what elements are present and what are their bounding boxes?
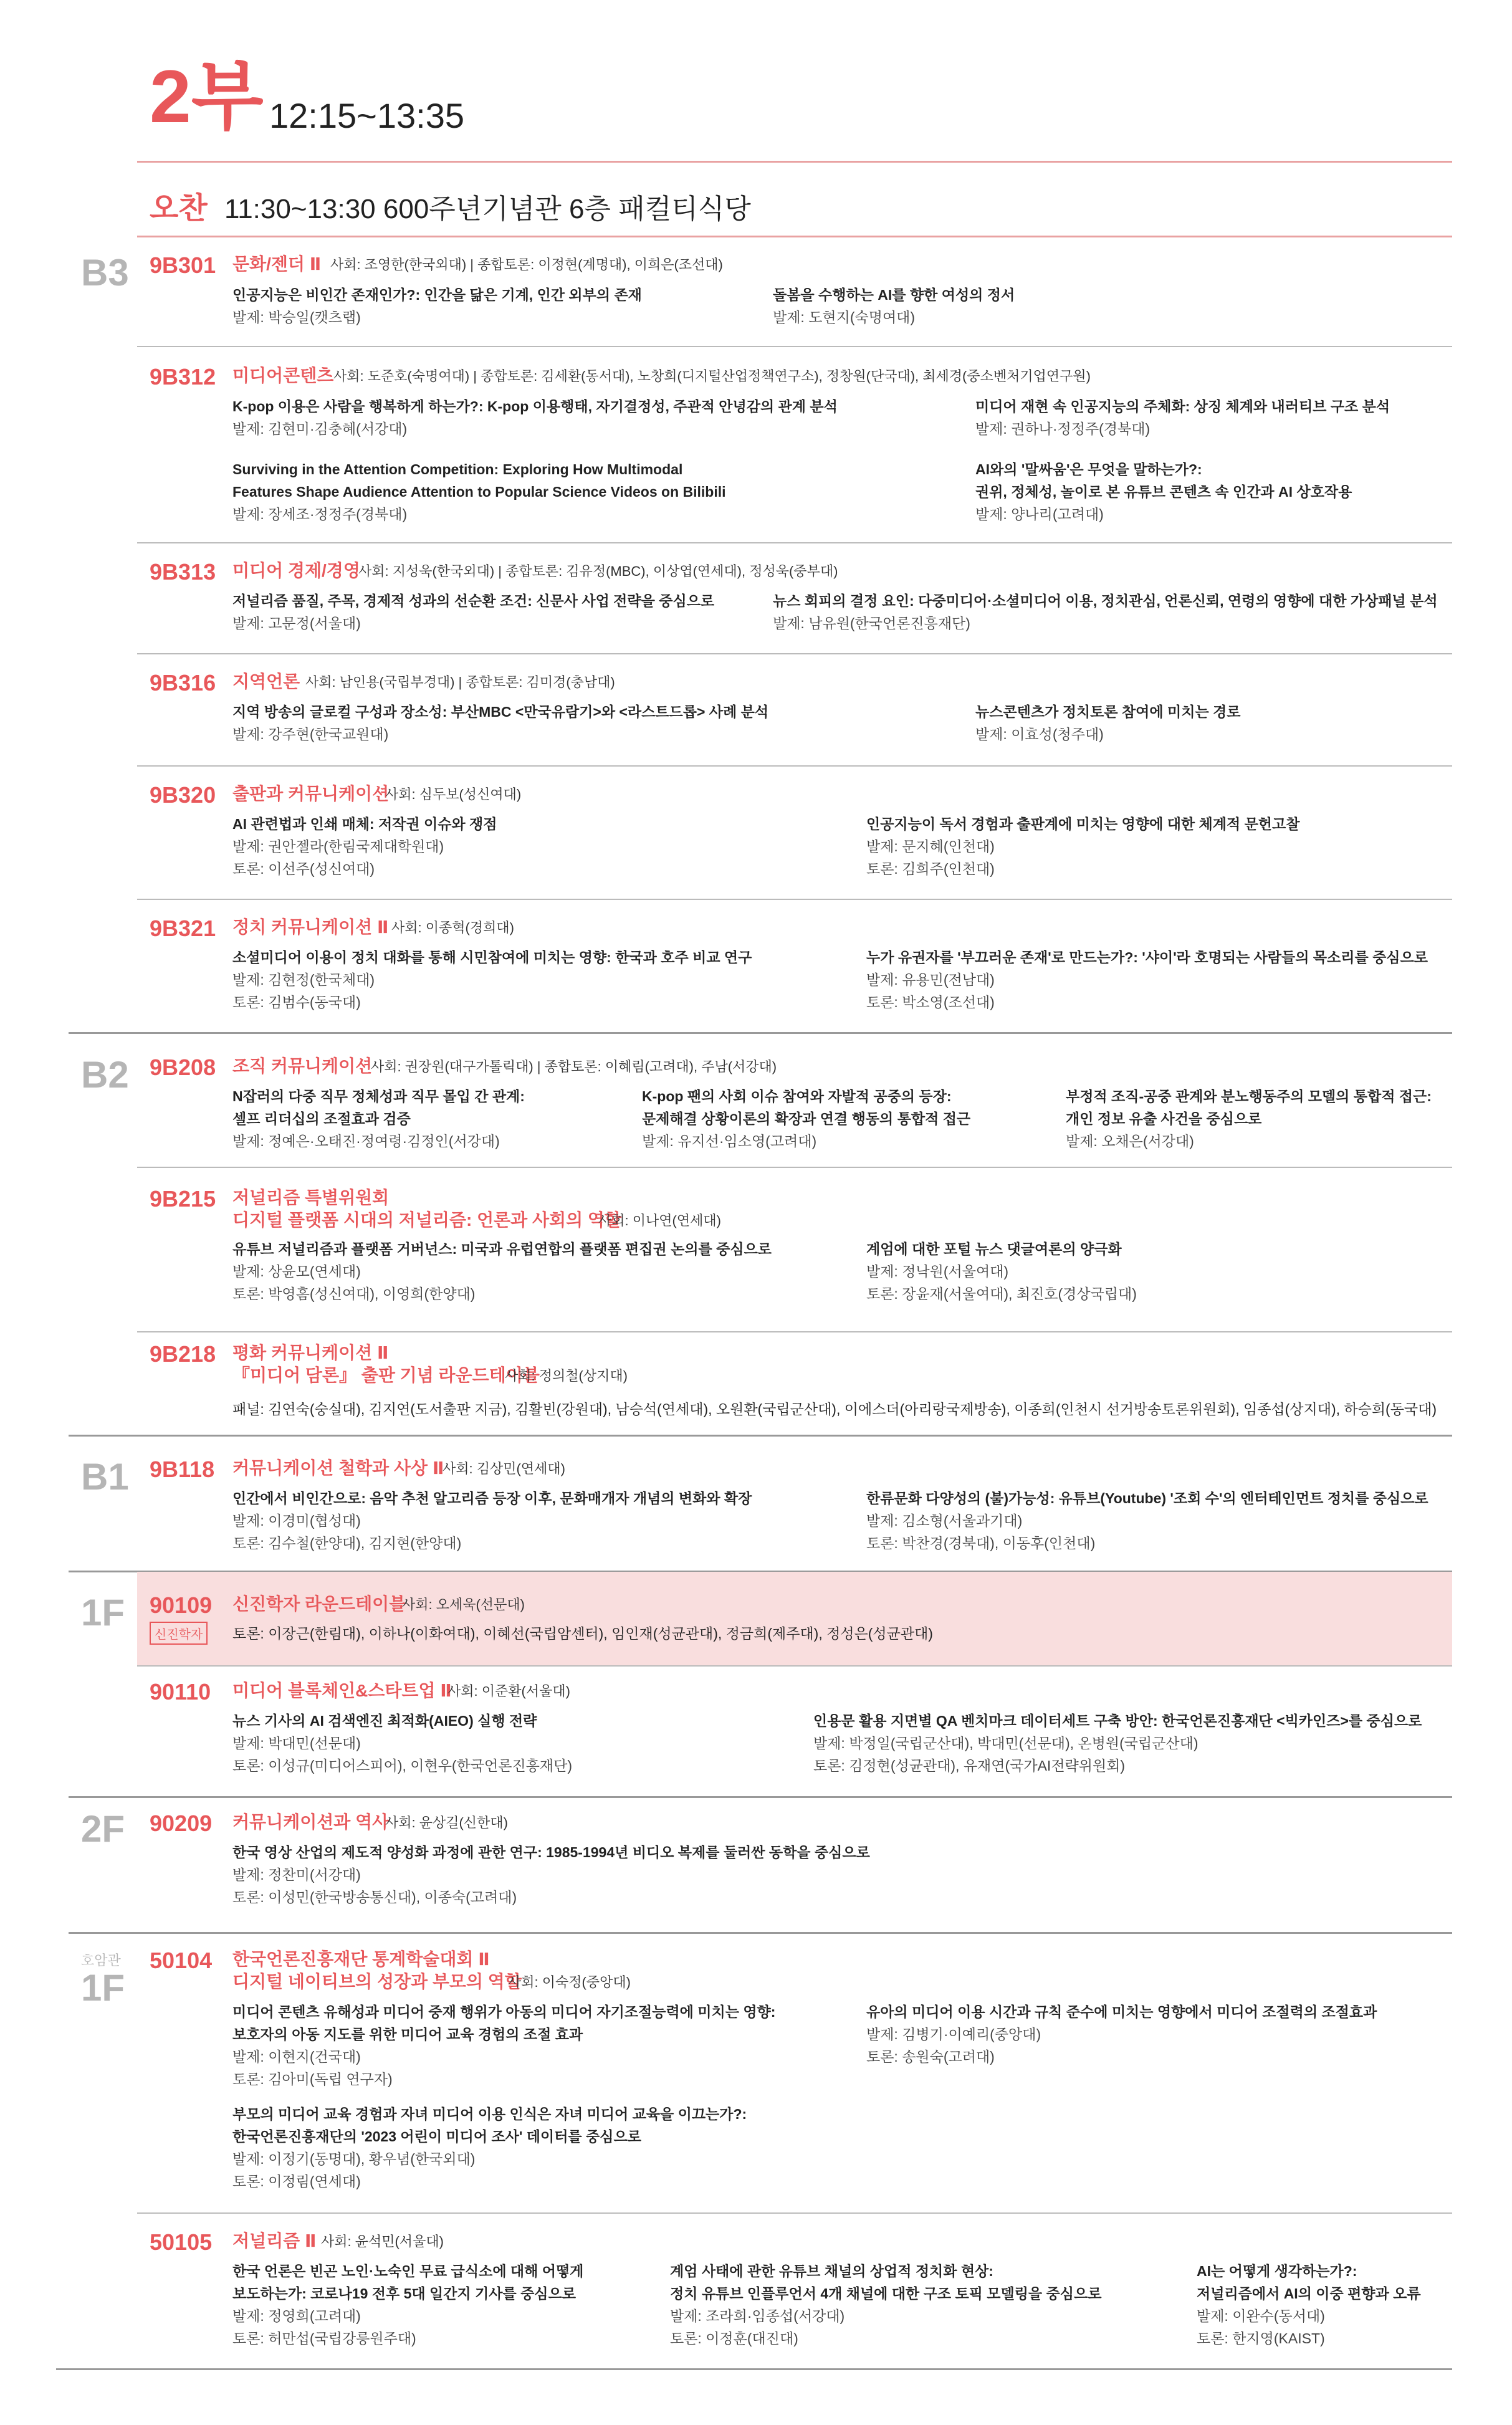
paper-item	[232, 1085, 525, 1152]
paper-title: N잡러의 다중 직무 정체성과 직무 몰입 간 관계:	[232, 1088, 525, 1104]
paper-item	[670, 2260, 1101, 2350]
session-chair: 사회: 윤석민(서울대)	[321, 2234, 444, 2249]
session-title: 저널리즘 Ⅱ	[232, 2231, 317, 2250]
floor-label-b2: B2	[81, 1054, 129, 1096]
session-title: 저널리즘 특별위원회	[232, 1188, 390, 1207]
session-title: 지역언론	[232, 672, 300, 691]
paper-title: 인용문 활용 지면별 QA 벤치마크 데이터세트 구축 방안: 한국언론진흥재단 <빅카인즈>를 중심으로	[813, 1713, 1422, 1729]
divider	[137, 236, 1452, 237]
paper-item	[866, 813, 1299, 880]
presenter: 발제: 정찬미(서강대)	[232, 1867, 361, 1883]
paper-title: 저널리즘 품질, 주목, 경제적 성과의 선순환 조건: 신문사 사업 전략을 중심으로	[232, 593, 715, 609]
paper-title: 한류문화 다양성의 (불)가능성: 유튜브(Youtube) '조회 수'의 엔터테인먼트 정치를 중심으로	[866, 1490, 1428, 1506]
floor-label-1f: 1F	[81, 1592, 125, 1633]
presenter: 발제: 상윤모(연세대)	[232, 1263, 361, 1279]
room-number: 9B313	[150, 559, 216, 585]
paper-title-line2: 한국언론진흥재단의 '2023 어린이 미디어 조사' 데이터를 중심으로	[232, 2128, 641, 2145]
paper-title-line2: Features Shape Audience Attention to Popular Science Videos on Bilibili	[232, 484, 726, 500]
divider	[137, 161, 1452, 163]
paper-item	[232, 2103, 747, 2193]
session-chair: 사회: 도준호(숙명여대) | 종합토론: 김세환(동서대), 노창희(디지털산업정책연구소), 정창원(단국대), 최세경(중소벤처기업연구원)	[333, 368, 1091, 384]
discussant: 토론: 김희주(인천대)	[866, 861, 995, 877]
paper-item	[975, 701, 1241, 745]
panel-list: 패널: 김연숙(숭실대), 김지연(도서출판 지금), 김활빈(강원대), 남승석(연세대), 오원환(국립군산대), 이에스더(아리랑국제방송), 이종희(인천시 선거방송토론위원회), 임종섭(상지대), 하승희(동국대)	[232, 1401, 1437, 1417]
paper-title-line2: 저널리즘에서 AI의 이중 편향과 오류	[1197, 2285, 1421, 2302]
discussant: 토론: 이정림(연세대)	[232, 2173, 361, 2189]
lunch-info: 11:30~13:30 600주년기념관 6층 패컬티식당	[224, 194, 751, 224]
floor-label-annex-1f: 1F	[81, 1967, 125, 2009]
divider	[137, 1665, 1452, 1667]
session-chair: 사회: 이종혁(경희대)	[391, 920, 514, 935]
presenter: 발제: 정낙원(서울여대)	[866, 1263, 1009, 1279]
presenter: 발제: 문지혜(인천대)	[866, 838, 995, 854]
paper-title: AI 관련법과 인쇄 매체: 저작권 이슈와 쟁점	[232, 816, 497, 832]
presenter: 발제: 유지선·임소영(고려대)	[642, 1133, 817, 1149]
discussant: 토론: 송원숙(고려대)	[866, 2049, 995, 2065]
paper-item	[232, 284, 642, 328]
paper-title-line2: 보호자의 아동 지도를 위한 미디어 교육 경험의 조절 효과	[232, 2026, 583, 2042]
session-title: 미디어콘텐츠	[232, 366, 334, 385]
divider	[69, 1032, 1452, 1034]
divider	[69, 1932, 1452, 1934]
paper-title-line2: 보도하는가: 코로나19 전후 5대 일간지 기사를 중심으로	[232, 2285, 576, 2302]
room-number: 9B316	[150, 670, 216, 696]
presenter: 발제: 이정기(동명대), 황우념(한국외대)	[232, 2151, 476, 2167]
presenter: 발제: 박정일(국립군산대), 박대민(선문대), 온병원(국립군산대)	[813, 1735, 1199, 1751]
part-title: 2부	[150, 55, 264, 138]
discussant: 토론: 김아미(독립 연구자)	[232, 2071, 393, 2087]
paper-item	[975, 458, 1352, 525]
paper-item	[232, 1487, 752, 1554]
session-subtitle: 디지털 플랫폼 시대의 저널리즘: 언론과 사회의 역할	[232, 1210, 622, 1230]
divider	[137, 542, 1452, 543]
discussant: 토론: 박찬경(경북대), 이동후(인천대)	[866, 1535, 1096, 1551]
presenter: 발제: 조라희·임종섭(서강대)	[670, 2308, 845, 2324]
divider	[137, 765, 1452, 767]
session-title: 평화 커뮤니케이션 Ⅱ	[232, 1343, 389, 1362]
presenter: 발제: 도현지(숙명여대)	[773, 309, 916, 325]
divider	[137, 2212, 1452, 2214]
paper-title: 유아의 미디어 이용 시간과 규칙 준수에 미치는 영향에서 미디어 조절력의 조절효과	[866, 2004, 1377, 2020]
paper-title: Surviving in the Attention Competition: Exploring How Multimodal	[232, 461, 683, 477]
divider	[137, 1167, 1452, 1168]
presenter: 발제: 김현정(한국체대)	[232, 972, 375, 988]
session-chair: 사회: 조영한(한국외대) | 종합토론: 이정현(계명대), 이희은(조선대)	[330, 257, 723, 272]
paper-title: 뉴스 회피의 결정 요인: 다중미디어·소셜미디어 이용, 정치관심, 언론신뢰, 연령의 영향에 대한 가상패널 분석	[773, 593, 1438, 609]
paper-item	[1197, 2260, 1421, 2350]
paper-item	[232, 395, 838, 440]
presenter: 발제: 권안젤라(한림국제대학원대)	[232, 838, 444, 854]
session-subtitle: 『미디어 담론』 출판 기념 라운드테이블	[232, 1366, 540, 1385]
discussant: 토론: 박소영(조선대)	[866, 994, 995, 1010]
part-time: 12:15~13:35	[269, 96, 464, 135]
session-chair: 사회: 이나연(연세대)	[598, 1213, 721, 1228]
floor-label-b1: B1	[81, 1456, 129, 1498]
session-chair: 사회: 이준환(서울대)	[447, 1683, 570, 1699]
discussant: 토론: 장윤재(서울여대), 최진호(경상국립대)	[866, 1286, 1137, 1302]
session-title: 정치 커뮤니케이션 Ⅱ	[232, 917, 389, 937]
room-number: 9B320	[150, 782, 216, 808]
discussant: 토론: 허만섭(국립강릉원주대)	[232, 2330, 416, 2346]
floor-label-2f: 2F	[81, 1808, 125, 1850]
paper-title: 계엄에 대한 포털 뉴스 댓글여론의 양극화	[866, 1241, 1122, 1257]
divider	[69, 1796, 1452, 1798]
divider	[137, 346, 1452, 347]
discussant: 토론: 이정훈(대진대)	[670, 2330, 798, 2346]
discussant: 토론: 이성민(한국방송통신대), 이종숙(고려대)	[232, 1889, 517, 1905]
paper-title: 부모의 미디어 교육 경험과 자녀 미디어 이용 인식은 자녀 미디어 교육을 이끄는가?:	[232, 2106, 747, 2122]
presenter: 발제: 유용민(전남대)	[866, 972, 995, 988]
session-chair: 사회: 지성욱(한국외대) | 종합토론: 김유정(MBC), 이상엽(연세대), 정성욱(중부대)	[358, 563, 838, 579]
divider	[137, 1331, 1452, 1332]
room-number: 90209	[150, 1810, 213, 1836]
session-title: 미디어 블록체인&스타트업 Ⅱ	[232, 1681, 452, 1700]
paper-title: K-pop 이용은 사람을 행복하게 하는가?: K-pop 이용행태, 자기결정성, 주관적 안녕감의 관계 분석	[232, 398, 838, 414]
paper-title: 계엄 사태에 관한 유튜브 채널의 상업적 정치화 현상:	[670, 2263, 993, 2279]
paper-item	[773, 284, 1015, 328]
divider	[137, 653, 1452, 654]
session-title: 신진학자 라운드테이블	[232, 1594, 406, 1614]
room-number: 9B301	[150, 252, 216, 278]
paper-item	[866, 2001, 1377, 2068]
presenter: 발제: 박승일(캣츠랩)	[232, 309, 361, 325]
session-title: 미디어 경제/경영	[232, 561, 360, 580]
session-chair: 사회: 심두보(성신여대)	[385, 787, 522, 802]
paper-item	[232, 701, 768, 745]
discussant: 토론: 한지영(KAIST)	[1197, 2330, 1325, 2346]
paper-title: AI는 어떻게 생각하는가?:	[1197, 2263, 1357, 2279]
paper-title: 미디어 재현 속 인공지능의 주체화: 상징 체계와 내러티브 구조 분석	[975, 398, 1390, 414]
paper-item	[232, 1710, 572, 1777]
session-chair: 사회: 윤상길(신한대)	[385, 1815, 508, 1830]
presenter: 발제: 이완수(동서대)	[1197, 2308, 1325, 2324]
session-chair: 사회: 이숙정(중앙대)	[508, 1974, 631, 1990]
paper-title: 인간에서 비인간으로: 음악 추천 알고리즘 등장 이후, 문화매개자 개념의 변화와 확장	[232, 1490, 752, 1506]
session-title: 한국언론진흥재단 통계학술대회 Ⅱ	[232, 1949, 490, 1969]
paper-item	[866, 1238, 1137, 1305]
presenter: 발제: 강주현(한국교원대)	[232, 726, 389, 742]
presenter: 발제: 양나리(고려대)	[975, 506, 1104, 522]
paper-title: 지역 방송의 글로컬 구성과 장소성: 부산MBC <만국유람기>와 <라스트드롭> 사례 분석	[232, 704, 769, 720]
paper-title-line2: 개인 정보 유출 사건을 중심으로	[1066, 1111, 1262, 1127]
session-title: 조직 커뮤니케이션	[232, 1056, 373, 1076]
divider	[69, 1435, 1452, 1437]
discussant: 토론: 이선주(성신여대)	[232, 861, 375, 877]
room-number: 9B312	[150, 364, 216, 390]
new-scholar-tag: 신진학자	[150, 1622, 208, 1645]
paper-title: 부정적 조직-공중 관계와 분노행동주의 모델의 통합적 접근:	[1066, 1088, 1432, 1104]
paper-title: 누가 유권자를 '부끄러운 존재'로 만드는가?: '샤이'라 호명되는 사람들의 목소리를 중심으로	[866, 949, 1428, 965]
paper-title: K-pop 팬의 사회 이슈 참여와 자발적 공중의 등장:	[642, 1088, 952, 1104]
session-chair: 사회: 김상민(연세대)	[443, 1461, 565, 1476]
presenter: 발제: 김병기·이예리(중앙대)	[866, 2026, 1041, 2042]
divider	[56, 2368, 1452, 2370]
presenter: 발제: 이효성(청주대)	[975, 726, 1104, 742]
presenter: 발제: 정영희(고려대)	[232, 2308, 361, 2324]
discussant: 토론: 김정현(성균관대), 유재연(국가AI전략위원회)	[813, 1758, 1126, 1774]
paper-title: 인공지능은 비인간 존재인가?: 인간을 닮은 기계, 인간 외부의 존재	[232, 287, 642, 303]
paper-title-line2: 셀프 리더십의 조절효과 검증	[232, 1111, 411, 1127]
session-chair: 사회: 남인용(국립부경대) | 종합토론: 김미경(충남대)	[305, 674, 615, 690]
paper-item	[232, 946, 752, 1013]
floor-label-b3: B3	[81, 252, 129, 294]
session-title: 문화/젠더 Ⅱ	[232, 254, 322, 274]
discussant: 토론: 김수철(한양대), 김지현(한양대)	[232, 1535, 462, 1551]
presenter: 발제: 김현미·김충혜(서강대)	[232, 421, 408, 437]
session-chair: 사회: 권장원(대구가톨릭대) | 종합토론: 이혜림(고려대), 주남(서강대)	[371, 1059, 777, 1074]
paper-item	[1066, 1085, 1432, 1152]
room-number: 50105	[150, 2229, 213, 2255]
paper-title: AI와의 '말싸움'은 무엇을 말하는가?:	[975, 461, 1202, 477]
room-number: 9B218	[150, 1341, 216, 1367]
paper-item	[866, 946, 1428, 1013]
paper-title: 뉴스 기사의 AI 검색엔진 최적화(AIEO) 실행 전략	[232, 1713, 537, 1729]
presenter: 발제: 남유원(한국언론진흥재단)	[773, 615, 970, 631]
paper-item	[975, 395, 1390, 440]
session-title: 커뮤니케이션 철학과 사상 Ⅱ	[232, 1458, 444, 1478]
presenter: 발제: 정예은·오태진·정여령·김정인(서강대)	[232, 1133, 500, 1149]
presenter: 발제: 권하나·정정주(경북대)	[975, 421, 1151, 437]
discussant: 토론: 이성규(미디어스피어), 이현우(한국언론진흥재단)	[232, 1758, 572, 1774]
session-title: 출판과 커뮤니케이션	[232, 784, 390, 803]
building-label: 호암관	[81, 1953, 121, 1968]
room-number: 9B215	[150, 1186, 216, 1212]
session-subtitle: 디지털 네이티브의 성장과 부모의 역할	[232, 1972, 522, 1991]
highlight-box	[137, 1572, 1452, 1665]
presenter: 발제: 고문정(서울대)	[232, 615, 361, 631]
divider	[137, 899, 1452, 900]
panel-list: 토론: 이장근(한림대), 이하나(이화여대), 이혜선(국립암센터), 임인재(성균관대), 정금희(제주대), 정성은(성균관대)	[232, 1625, 933, 1642]
session-chair: 사회: 오세욱(선문대)	[402, 1597, 525, 1612]
discussant: 토론: 박영흠(성신여대), 이영희(한양대)	[232, 1286, 476, 1302]
paper-title: 소셜미디어 이용이 정치 대화를 통해 시민참여에 미치는 영향: 한국과 호주 비교 연구	[232, 949, 752, 965]
paper-title-line2: 정치 유튜브 인플루언서 4개 채널에 대한 구조 토픽 모델링을 중심으로	[670, 2285, 1102, 2302]
paper-item	[773, 590, 1438, 634]
paper-title: 인공지능이 독서 경험과 출판계에 미치는 영향에 대한 체계적 문헌고찰	[866, 816, 1300, 832]
paper-item	[232, 2260, 583, 2350]
presenter: 발제: 이현지(건국대)	[232, 2049, 361, 2065]
paper-title: 돌봄을 수행하는 AI를 향한 여성의 정서	[773, 287, 1015, 303]
discussant: 토론: 김범수(동국대)	[232, 994, 361, 1010]
paper-item	[232, 590, 714, 634]
session-chair: 사회: 정의철(상지대)	[505, 1368, 628, 1384]
room-number: 9B118	[150, 1456, 215, 1482]
room-number: 90110	[150, 1679, 211, 1705]
presenter: 발제: 이경미(협성대)	[232, 1513, 361, 1529]
paper-item	[232, 1841, 870, 1908]
paper-title: 유튜브 저널리즘과 플랫폼 거버넌스: 미국과 유럽연합의 플랫폼 편집권 논의를 중심으로	[232, 1241, 772, 1257]
paper-title-line2: 권위, 정체성, 놀이로 본 유튜브 콘텐츠 속 인간과 AI 상호작용	[975, 484, 1352, 500]
paper-item	[232, 2001, 775, 2090]
paper-item	[232, 1238, 772, 1305]
room-number: 90109	[150, 1592, 213, 1618]
lunch-label: 오찬	[150, 192, 208, 225]
presenter: 발제: 김소형(서울과기대)	[866, 1513, 1023, 1529]
paper-title-line2: 문제해결 상황이론의 확장과 연결 행동의 통합적 접근	[642, 1111, 971, 1127]
paper-item	[642, 1085, 970, 1152]
room-number: 9B208	[150, 1055, 216, 1080]
presenter: 발제: 오채은(서강대)	[1066, 1133, 1194, 1149]
paper-title: 한국 영상 산업의 제도적 양성화 과정에 관한 연구: 1985-1994년 비디오 복제를 둘러싼 동학을 중심으로	[232, 1844, 870, 1860]
session-title: 커뮤니케이션과 역사	[232, 1812, 390, 1832]
paper-title: 미디어 콘텐츠 유해성과 미디어 중재 행위가 아동의 미디어 자기조절능력에 미치는 영향:	[232, 2004, 776, 2020]
paper-title: 뉴스콘텐츠가 정치토론 참여에 미치는 경로	[975, 704, 1241, 720]
paper-title: 한국 언론은 빈곤 노인·노숙인 무료 급식소에 대해 어떻게	[232, 2263, 584, 2279]
presenter: 발제: 박대민(선문대)	[232, 1735, 361, 1751]
presenter: 발제: 장세조·정정주(경북대)	[232, 506, 408, 522]
room-number: 9B321	[150, 916, 216, 941]
room-number: 50104	[150, 1948, 213, 1973]
paper-item	[813, 1710, 1422, 1777]
paper-item	[866, 1487, 1428, 1554]
paper-item	[232, 813, 497, 880]
paper-item	[232, 458, 726, 525]
